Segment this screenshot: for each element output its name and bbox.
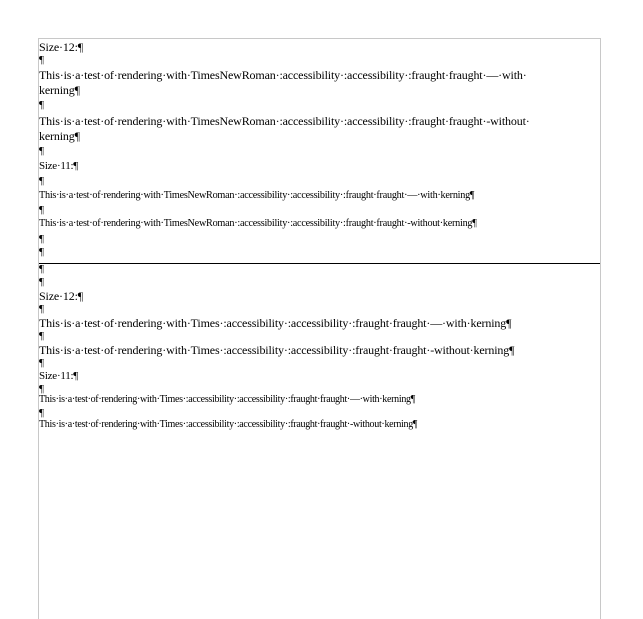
size12-label: Size·12:¶ [39, 40, 84, 54]
empty-paragraph: ¶ [39, 303, 44, 315]
size11-label: Size·11:¶ [39, 370, 78, 382]
empty-paragraph: ¶ [39, 145, 44, 157]
test-line-tnr-12-kerning-wrap: kerning¶ [39, 83, 80, 97]
test-line-tnr-12-nokerning-wrap: kerning¶ [39, 129, 80, 143]
empty-paragraph: ¶ [39, 383, 44, 395]
empty-paragraph: ¶ [39, 263, 44, 275]
empty-paragraph: ¶ [39, 204, 44, 216]
section-divider [39, 263, 600, 264]
empty-paragraph: ¶ [39, 246, 44, 258]
size12-label: Size·12:¶ [39, 289, 84, 303]
empty-paragraph: ¶ [39, 54, 44, 66]
empty-paragraph: ¶ [39, 233, 44, 245]
test-line-times-12-kerning: This·is·a·test·of·rendering·with·Times·:accessibility·:accessibility·:fraught·fraught·—·with·kerning¶ [39, 316, 512, 330]
document-page[interactable] [38, 38, 601, 619]
empty-paragraph: ¶ [39, 330, 44, 342]
empty-paragraph: ¶ [39, 99, 44, 111]
size11-label: Size·11:¶ [39, 160, 78, 172]
test-line-tnr-12-nokerning: This·is·a·test·of·rendering·with·TimesNewRoman·:accessibility·:accessibility·:fraught·fraught·-without· [39, 114, 530, 128]
test-line-tnr-11-nokerning: This·is·a·test·of·rendering·with·TimesNewRoman·:accessibility·:accessibility·:fraught·fraught·-without·kerning¶ [39, 218, 477, 229]
test-line-tnr-11-kerning: This·is·a·test·of·rendering·with·TimesNewRoman·:accessibility·:accessibility·:fraught·fraught·—·with·kerning¶ [39, 190, 475, 201]
test-line-times-12-nokerning: This·is·a·test·of·rendering·with·Times·:accessibility·:accessibility·:fraught·fraught·-without·kerning¶ [39, 343, 515, 357]
test-line-times-11-nokerning: This·is·a·test·of·rendering·with·Times·:accessibility·:accessibility·:fraught·fraught·-without·kerning¶ [39, 419, 418, 430]
empty-paragraph: ¶ [39, 357, 44, 369]
empty-paragraph: ¶ [39, 175, 44, 187]
empty-paragraph: ¶ [39, 407, 44, 419]
test-line-times-11-kerning: This·is·a·test·of·rendering·with·Times·:accessibility·:accessibility·:fraught·fraught·—·with·kerning¶ [39, 394, 415, 405]
test-line-tnr-12-kerning: This·is·a·test·of·rendering·with·TimesNewRoman·:accessibility·:accessibility·:fraught·fraught·—·with· [39, 68, 527, 82]
empty-paragraph: ¶ [39, 276, 44, 288]
